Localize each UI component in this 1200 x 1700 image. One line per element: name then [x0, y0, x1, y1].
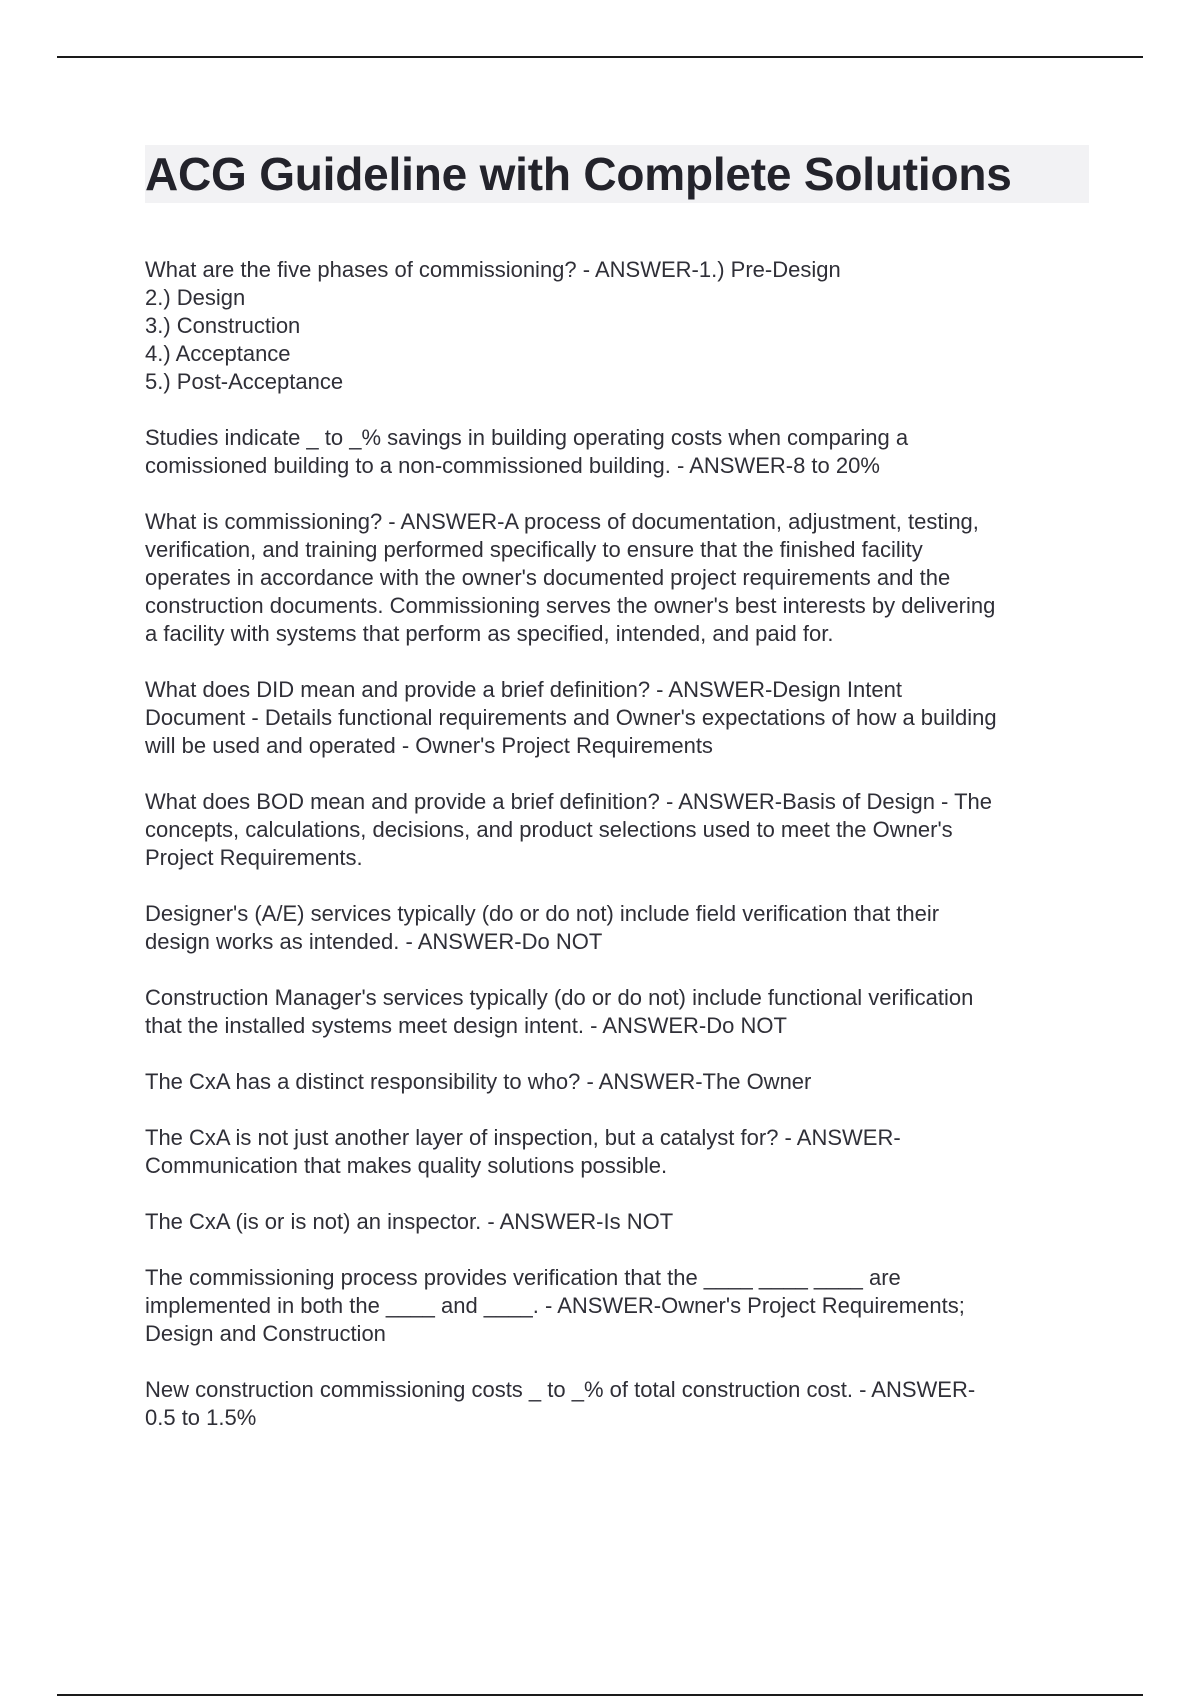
qa-line: The CxA (is or is not) an inspector. - ANSWER-Is NOT [145, 1209, 674, 1234]
qa-line: Studies indicate _ to _% savings in building operating costs when comparing a [145, 425, 909, 450]
qa-line: 0.5 to 1.5% [145, 1405, 257, 1430]
qa-line: Design and Construction [145, 1321, 386, 1346]
qa-line: What does BOD mean and provide a brief definition? - ANSWER-Basis of Design - The [145, 789, 992, 814]
qa-item [145, 1068, 1085, 1096]
qa-item [145, 1208, 1085, 1236]
title-banner [145, 145, 1089, 203]
qa-item [145, 676, 1085, 760]
top-rule [57, 56, 1143, 58]
qa-item [145, 424, 1085, 480]
qa-line: Construction Manager's services typically (do or do not) include functional verification [145, 985, 974, 1010]
qa-line: What does DID mean and provide a brief definition? - ANSWER-Design Intent [145, 677, 902, 702]
qa-line: Document - Details functional requirements and Owner's expectations of how a building [145, 705, 997, 730]
qa-item [145, 508, 1085, 648]
qa-list [145, 256, 1085, 1460]
qa-line: a facility with systems that perform as specified, intended, and paid for. [145, 621, 834, 646]
qa-line: concepts, calculations, decisions, and product selections used to meet the Owner's [145, 817, 953, 842]
qa-line: construction documents. Commissioning serves the owner's best interests by delivering [145, 593, 996, 618]
qa-line: 3.) Construction [145, 313, 301, 338]
qa-item [145, 984, 1085, 1040]
qa-item [145, 256, 1085, 396]
qa-item [145, 1124, 1085, 1180]
qa-line: What is commissioning? - ANSWER-A process of documentation, adjustment, testing, [145, 509, 979, 534]
qa-item [145, 900, 1085, 956]
qa-line: The CxA is not just another layer of inspection, but a catalyst for? - ANSWER- [145, 1125, 901, 1150]
qa-line: The commissioning process provides verification that the ____ ____ ____ are [145, 1265, 901, 1290]
qa-line: operates in accordance with the owner's documented project requirements and the [145, 565, 951, 590]
qa-line: implemented in both the ____ and ____. - ANSWER-Owner's Project Requirements; [145, 1293, 965, 1318]
qa-line: that the installed systems meet design intent. - ANSWER-Do NOT [145, 1013, 787, 1038]
qa-line: will be used and operated - Owner's Project Requirements [145, 733, 713, 758]
page-title: ACG Guideline with Complete Solutions [145, 148, 1012, 200]
qa-line: 5.) Post-Acceptance [145, 369, 344, 394]
qa-line: 4.) Acceptance [145, 341, 291, 366]
qa-item [145, 1264, 1085, 1348]
qa-item [145, 1376, 1085, 1432]
qa-line: 2.) Design [145, 285, 246, 310]
bottom-rule [57, 1694, 1143, 1696]
qa-line: What are the five phases of commissioning? - ANSWER-1.) Pre-Design [145, 257, 841, 282]
qa-line: The CxA has a distinct responsibility to who? - ANSWER-The Owner [145, 1069, 812, 1094]
qa-line: Designer's (A/E) services typically (do or do not) include field verification that their [145, 901, 940, 926]
qa-item [145, 788, 1085, 872]
qa-line: design works as intended. - ANSWER-Do NOT [145, 929, 603, 954]
qa-line: Communication that makes quality solutions possible. [145, 1153, 668, 1178]
qa-line: Project Requirements. [145, 845, 363, 870]
qa-line: verification, and training performed specifically to ensure that the finished facility [145, 537, 923, 562]
qa-line: New construction commissioning costs _ to _% of total construction cost. - ANSWER- [145, 1377, 976, 1402]
qa-line: comissioned building to a non-commissioned building. - ANSWER-8 to 20% [145, 453, 880, 478]
